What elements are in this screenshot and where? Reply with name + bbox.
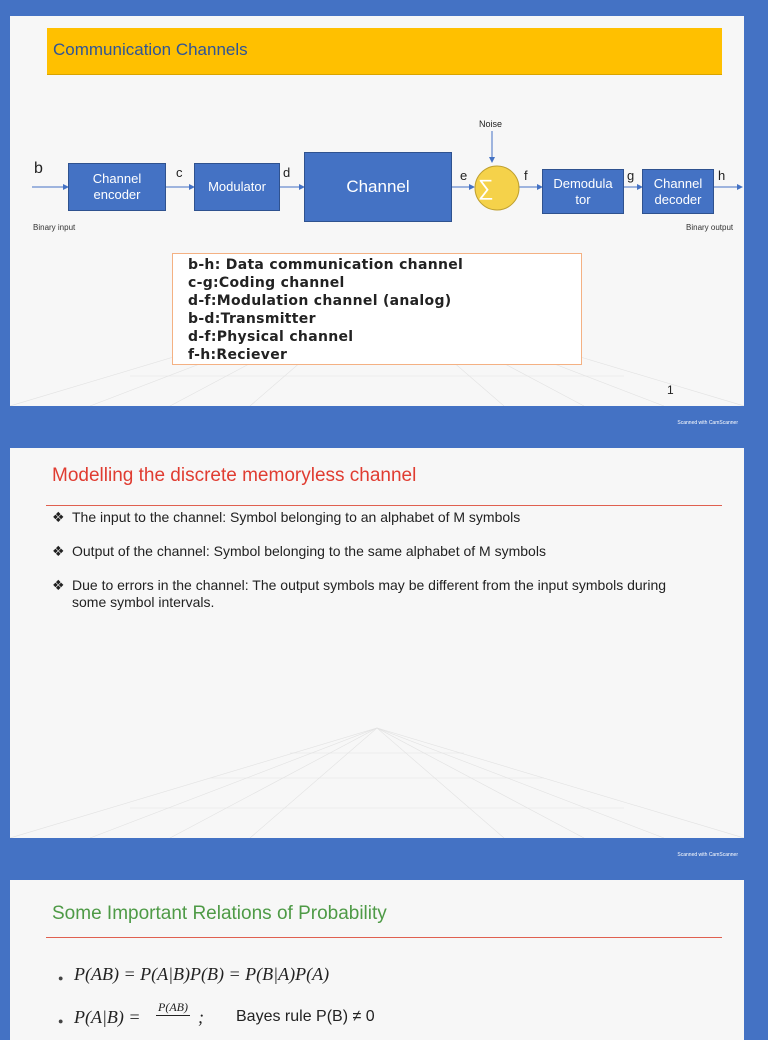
slide-communication-channels bbox=[10, 16, 744, 406]
definition-line: f-h:Reciever bbox=[188, 347, 288, 363]
title-divider bbox=[46, 505, 722, 506]
sum-icon: ∑ bbox=[478, 175, 494, 200]
definition-line: b-h: Data communication channel bbox=[188, 257, 464, 273]
formula-bayes-note: Bayes rule P(B) ≠ 0 bbox=[236, 1008, 375, 1025]
slide-discrete-memoryless-channel bbox=[10, 448, 744, 838]
definition-line: c-g:Coding channel bbox=[188, 275, 345, 291]
channel-encoder-block: Channel encoder bbox=[68, 163, 166, 211]
channel-block: Channel bbox=[304, 152, 452, 222]
bullet-dot: ● bbox=[58, 1016, 64, 1026]
formula-bayes-left: P(A|B) = bbox=[74, 1007, 141, 1027]
definition-line: d-f:Physical channel bbox=[188, 329, 354, 345]
noise-label: Noise bbox=[479, 119, 503, 129]
formula-bayes-numerator: P(AB) bbox=[158, 1000, 188, 1014]
modulator-block: Modulator bbox=[194, 163, 280, 211]
signal-g: g bbox=[627, 168, 635, 183]
perspective-grid-floor bbox=[10, 718, 744, 838]
signal-h: h bbox=[718, 168, 726, 183]
signal-e: e bbox=[460, 168, 468, 183]
signal-b: b bbox=[34, 160, 43, 177]
slide-title: Communication Channels bbox=[53, 40, 248, 59]
formula-product-rule: P(AB) = P(A|B)P(B) = P(B|A)P(A) bbox=[74, 964, 330, 984]
signal-d: d bbox=[283, 165, 291, 180]
definition-line: d-f:Modulation channel (analog) bbox=[188, 293, 452, 309]
definition-line: b-d:Transmitter bbox=[188, 311, 316, 327]
definitions-box bbox=[172, 253, 582, 365]
page-number: 1 bbox=[667, 383, 674, 397]
signal-f: f bbox=[524, 168, 528, 183]
slide-probability-relations: Some Important Relations of Probability ● P(AB) = P(A|B)P(B) = P(B|A)P(A) ● P(A|B) = P(AB) ; Bayes rule P(B) ≠ 0 bbox=[10, 880, 744, 1040]
bullet-diamond-icon: ❖ bbox=[52, 543, 65, 559]
bullet-item: ❖ The input to the channel: Symbol belonging to an alphabet of M symbols bbox=[52, 509, 521, 525]
scanner-watermark: Scanned with CamScanner bbox=[677, 420, 738, 426]
title-divider bbox=[46, 937, 722, 938]
channel-decoder-block: Channel decoder bbox=[642, 169, 714, 214]
bullet-diamond-icon: ❖ bbox=[52, 577, 65, 593]
bullet-diamond-icon: ❖ bbox=[52, 509, 65, 525]
signal-c: c bbox=[176, 165, 183, 180]
binary-output-label: Binary output bbox=[686, 223, 734, 232]
demodulator-block: Demodula tor bbox=[542, 169, 624, 214]
slide-title: Some Important Relations of Probability bbox=[52, 903, 387, 924]
bullet-item: ❖ Due to errors in the channel: The output symbols may be different from the input symbols during some symbol intervals. bbox=[52, 577, 667, 610]
scanner-watermark: Scanned with CamScanner bbox=[677, 852, 738, 858]
bullet-dot: ● bbox=[58, 973, 64, 983]
slide-title: Modelling the discrete memoryless channel bbox=[52, 465, 417, 486]
binary-input-label: Binary input bbox=[33, 223, 76, 232]
bullet-item: ❖ Output of the channel: Symbol belonging to the same alphabet of M symbols bbox=[52, 543, 546, 559]
